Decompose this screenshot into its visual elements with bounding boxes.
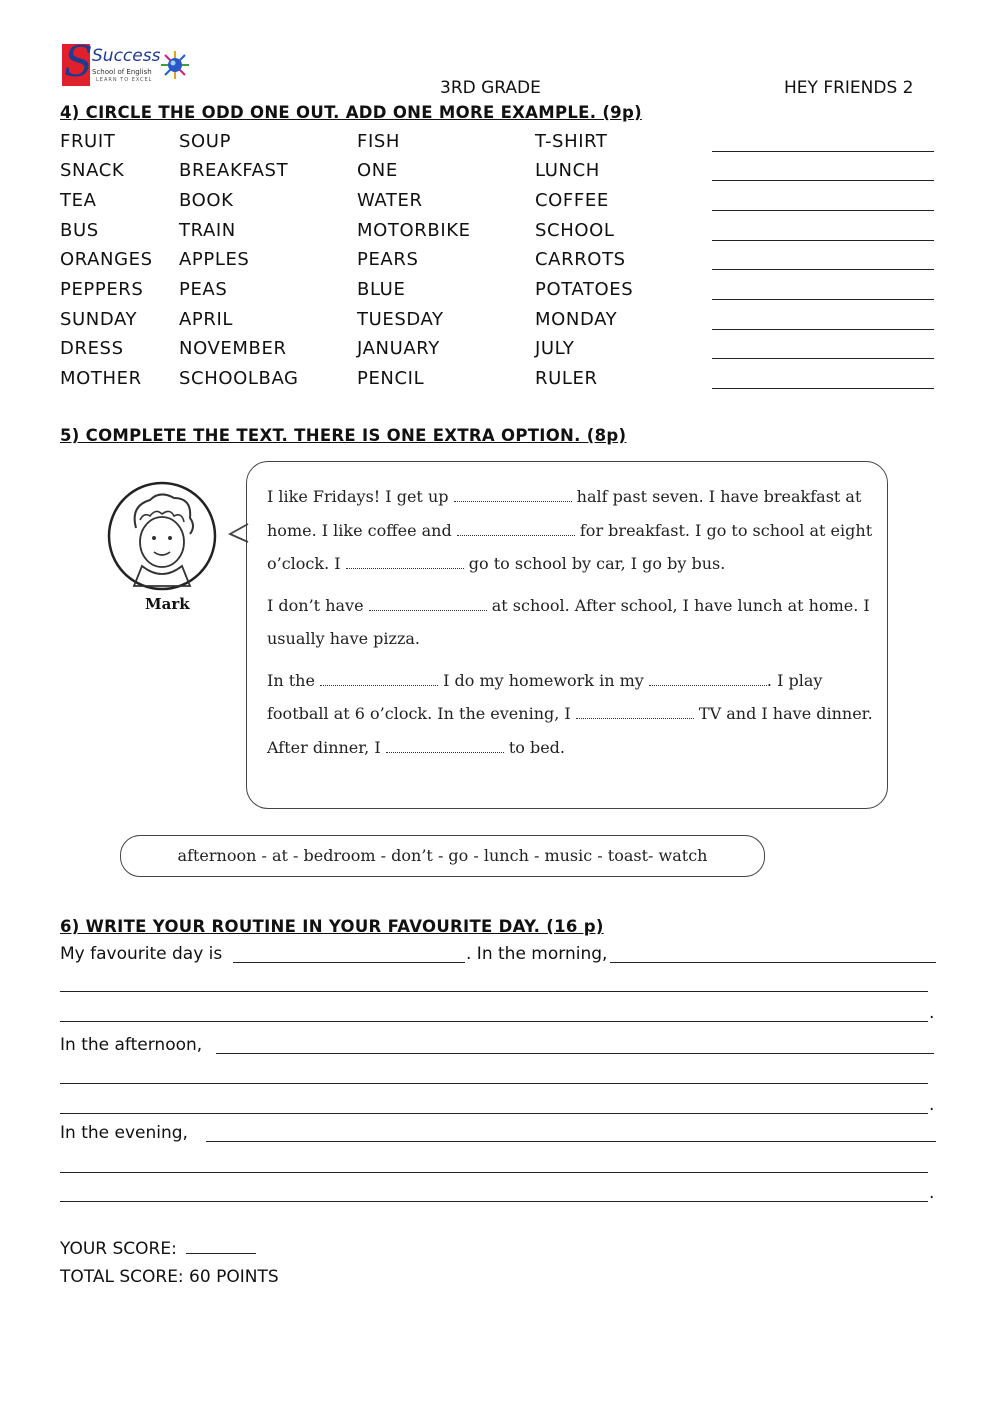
text-paragraph [267, 664, 877, 765]
word-cell: JULY [535, 338, 575, 359]
writing-line[interactable] [60, 1155, 928, 1173]
word-cell: SOUP [179, 131, 232, 152]
word-cell: PEAS [179, 279, 228, 300]
word-cell: TEA [60, 190, 97, 211]
word-cell: CARROTS [535, 249, 626, 270]
word-cell: MOTORBIKE [357, 220, 471, 241]
word-cell: JANUARY [357, 338, 440, 359]
evening-prompt: In the evening, [60, 1123, 188, 1143]
word-cell: MONDAY [535, 309, 618, 330]
mark-portrait-icon [106, 480, 218, 592]
answer-line[interactable] [712, 131, 934, 152]
word-cell: PEARS [357, 249, 419, 270]
word-cell: SNACK [60, 160, 125, 181]
word-cell: WATER [357, 190, 423, 211]
text-segment: I don’t have [267, 595, 369, 615]
word-cell: DRESS [60, 338, 124, 359]
text-segment: I like Fridays! I get up [267, 487, 454, 506]
word-cell: PEPPERS [60, 279, 144, 300]
writing-line[interactable] [60, 1096, 928, 1114]
text-segment: half past seven. I have breakfast at home. I like coffee and [267, 487, 862, 540]
word-row [60, 368, 940, 397]
section4-title: 4) CIRCLE THE ODD ONE OUT. ADD ONE MORE EXAMPLE. (9p) [60, 103, 642, 122]
favourite-day-blank[interactable] [233, 945, 465, 963]
globe-star-icon [160, 50, 190, 80]
text-segment: In the [267, 670, 320, 690]
word-cell: TUESDAY [357, 309, 444, 330]
logo-wordmark: Success [92, 46, 161, 66]
word-cell: SUNDAY [60, 309, 138, 330]
answer-line[interactable] [712, 279, 934, 300]
afternoon-blank[interactable] [216, 1036, 934, 1054]
gap-fill-text [267, 480, 877, 772]
word-cell: MOTHER [60, 368, 142, 389]
line-period: . [929, 1095, 935, 1115]
book-title: HEY FRIENDS 2 [784, 78, 914, 98]
gap-blank[interactable] [320, 671, 438, 686]
your-score-label: YOUR SCORE: [60, 1239, 177, 1259]
word-cell: ORANGES [60, 249, 153, 270]
gap-blank[interactable] [649, 671, 767, 686]
writing-line[interactable] [60, 1004, 928, 1022]
your-score [60, 1239, 256, 1259]
gap-blank[interactable] [457, 521, 575, 536]
answer-line[interactable] [712, 249, 934, 270]
morning-prompt: . In the morning, [466, 944, 608, 964]
word-bank: afternoon - at - bedroom - don’t - go - lunch - music - toast- watch [120, 835, 765, 877]
line-period: . [929, 1003, 935, 1023]
line-period: . [929, 1183, 935, 1203]
section6-title: 6) WRITE YOUR ROUTINE IN YOUR FAVOURITE DAY. (16 p) [60, 917, 604, 936]
text-segment: go to school by car, I go by bus. [463, 554, 726, 573]
gap-blank[interactable] [346, 554, 464, 569]
logo-subtitle: School of English [92, 68, 152, 76]
answer-line[interactable] [712, 309, 934, 330]
total-score: TOTAL SCORE: 60 POINTS [60, 1267, 279, 1287]
answer-line[interactable] [712, 160, 934, 181]
school-logo [62, 37, 197, 92]
speech-bubble [246, 461, 888, 809]
gap-blank[interactable] [454, 487, 572, 502]
evening-blank[interactable] [206, 1124, 936, 1142]
writing-line[interactable] [60, 1066, 928, 1084]
logo-tagline: LEARN TO EXCEL [96, 77, 153, 83]
text-segment: for breakfast. I go to school at eight o’clock. I [267, 520, 873, 573]
word-cell: T-SHIRT [535, 131, 608, 152]
word-row [60, 249, 940, 278]
your-score-blank[interactable] [186, 1239, 256, 1254]
answer-line[interactable] [712, 338, 934, 359]
word-row [60, 190, 940, 219]
text-segment: at school. After school, I have lunch at home. I usually have pizza. [267, 595, 870, 648]
word-cell: LUNCH [535, 160, 600, 181]
word-row [60, 160, 940, 189]
word-cell: RULER [535, 368, 598, 389]
gap-blank[interactable] [369, 596, 487, 611]
word-cell: SCHOOL [535, 220, 615, 241]
word-cell: BUS [60, 220, 99, 241]
writing-line[interactable] [60, 1184, 928, 1202]
text-paragraph [267, 589, 877, 656]
word-cell: BREAKFAST [179, 160, 289, 181]
morning-blank[interactable] [610, 945, 936, 963]
word-cell: PENCIL [357, 368, 425, 389]
gap-blank[interactable] [576, 704, 694, 719]
word-cell: FISH [357, 131, 401, 152]
answer-line[interactable] [712, 368, 934, 389]
text-segment: TV and I have dinner. After dinner, I [267, 704, 873, 757]
word-cell: BLUE [357, 279, 406, 300]
word-row [60, 220, 940, 249]
word-cell: SCHOOLBAG [179, 368, 299, 389]
writing-line[interactable] [60, 974, 928, 992]
word-cell: TRAIN [179, 220, 236, 241]
word-cell: ONE [357, 160, 398, 181]
word-cell: POTATOES [535, 279, 634, 300]
word-cell: APPLES [179, 249, 250, 270]
answer-line[interactable] [712, 220, 934, 241]
text-segment: . I play football at 6 o’clock. In the evening, I [267, 670, 823, 723]
word-row [60, 279, 940, 308]
word-cell: APRIL [179, 309, 234, 330]
favourite-day-prompt: My favourite day is [60, 944, 223, 964]
grade-label: 3RD GRADE [440, 78, 541, 98]
logo-initial: S [64, 37, 93, 86]
word-row [60, 131, 940, 160]
word-cell: BOOK [179, 190, 234, 211]
word-cell: FRUIT [60, 131, 116, 152]
section5-title: 5) COMPLETE THE TEXT. THERE IS ONE EXTRA OPTION. (8p) [60, 426, 627, 445]
text-segment: to bed. [503, 737, 566, 757]
afternoon-prompt: In the afternoon, [60, 1035, 203, 1055]
gap-blank[interactable] [386, 738, 504, 753]
text-segment: I do my homework in my [438, 670, 649, 690]
word-cell: NOVEMBER [179, 338, 287, 359]
word-row [60, 338, 940, 367]
word-cell: COFFEE [535, 190, 609, 211]
text-paragraph [267, 480, 877, 581]
word-row [60, 309, 940, 338]
answer-line[interactable] [712, 190, 934, 211]
character-name: Mark [145, 595, 190, 613]
